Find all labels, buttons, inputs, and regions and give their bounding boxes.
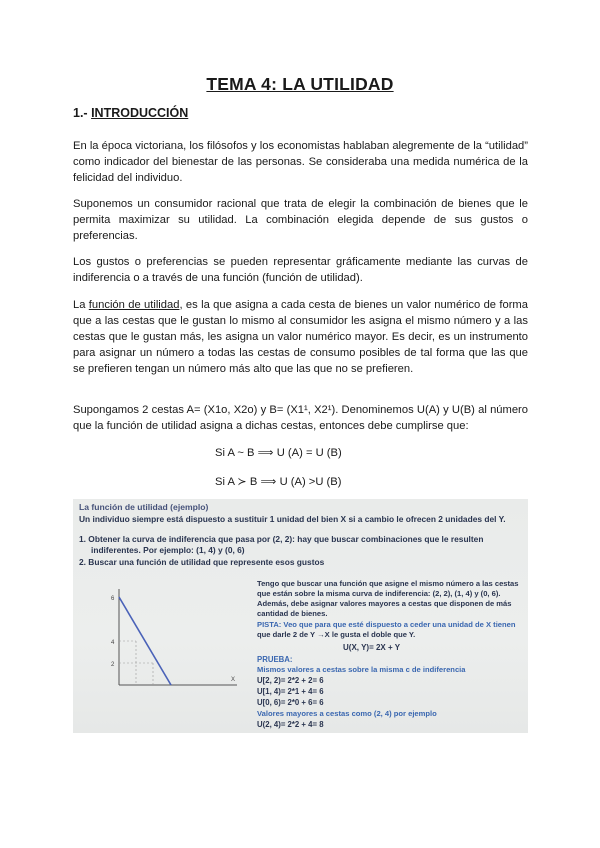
photo-heading: La función de utilidad (ejemplo) bbox=[79, 502, 209, 512]
x-axis-label: X bbox=[231, 677, 236, 683]
y-tick-6: 6 bbox=[111, 596, 115, 602]
indifference-curve bbox=[119, 597, 171, 685]
photo-right-line-1: Tengo que buscar una función que asigne el mismo número a las cestas bbox=[257, 579, 519, 588]
photo-same-values: Mismos valores a cestas sobre la misma c de indiferencia bbox=[257, 665, 466, 674]
p4-pre: La bbox=[73, 299, 89, 311]
photo-utility-function: U(X, Y)= 2X + Y bbox=[343, 643, 401, 652]
photo-right-line-2: que están sobre la misma curva de indiferencia: (2, 2), (1, 4) y (0, 6). bbox=[257, 589, 501, 598]
formula-indifference: Si A ~ B ⟹ U (A) = U (B) bbox=[215, 447, 342, 459]
photo-intro: Un individuo siempre está dispuesto a sustituir 1 unidad del bien X si a cambio le ofrecen 2 unidades del Y. bbox=[79, 514, 506, 524]
paragraph-utility-function bbox=[73, 297, 528, 377]
photo-proof-label: PRUEBA: bbox=[257, 655, 293, 664]
page-title: TEMA 4: LA UTILIDAD bbox=[206, 74, 394, 94]
photo-u-0-6: U[0, 6)= 2*0 + 6= 6 bbox=[257, 698, 324, 707]
y-tick-2: 2 bbox=[111, 662, 115, 668]
example-photo bbox=[73, 499, 528, 733]
paragraph-baskets: Supongamos 2 cestas A= (X1o, X2o) y B= (X1¹, X2¹). Denominemos U(A) y U(B) al número que la función de utilidad asigna a dichas cestas, entonces debe cumplirse que: bbox=[73, 404, 528, 432]
photo-hint-line-1: PISTA: Veo que para que esté dispuesto a ceder una unidad de X tienen bbox=[257, 620, 516, 629]
photo-right-line-3: Además, debe asignar valores mayores a cestas que disponen de más bbox=[257, 599, 512, 608]
formula-preference: Si A ≻ B ⟹ U (A) >U (B) bbox=[215, 476, 342, 488]
photo-u-2-2: U[2, 2)= 2*2 + 2= 6 bbox=[257, 676, 324, 685]
photo-item-2: 2. Buscar una función de utilidad que represente esos gustos bbox=[79, 557, 325, 567]
indifference-curve-chart bbox=[101, 583, 241, 698]
paragraph-victorian: En la época victoriana, los filósofos y los economistas hablaban alegremente de la “utilidad” como indicador del bienestar de las personas. Se consideraba una medida numérica de la felicidad del individuo. bbox=[73, 140, 528, 184]
photo-right-line-4: cantidad de bienes. bbox=[257, 609, 328, 618]
photo-u-1-4: U[1, 4)= 2*1 + 4= 6 bbox=[257, 687, 324, 696]
photo-item-1: 1. Obtener la curva de indiferencia que pasa por (2, 2): hay que buscar combinaciones que le resulten bbox=[79, 534, 484, 544]
utility-function-term: función de utilidad bbox=[88, 299, 180, 311]
photo-greater-values: Valores mayores a cestas como (2, 4) por ejemplo bbox=[257, 709, 437, 718]
photo-hint-line-2: que darle 2 de Y →X le gusta el doble que Y. bbox=[257, 630, 416, 639]
paragraph-rational-consumer: Suponemos un consumidor racional que trata de elegir la combinación de bienes que le permita maximizar su utilidad. La combinación elegida depende de sus gustos o preferencias. bbox=[73, 198, 528, 242]
photo-item-1-cont: indiferentes. Por ejemplo: (1, 4) y (0, 6) bbox=[91, 545, 245, 555]
section-heading bbox=[73, 106, 188, 120]
section-number: 1.- bbox=[73, 106, 92, 120]
paragraph-preferences: Los gustos o preferencias se pueden representar gráficamente mediante las curvas de indiferencia o a través de una función (función de utilidad). bbox=[73, 256, 528, 284]
p4-post: , es la que asigna a cada cesta de bienes un valor numérico de forma que a las cestas que le gustan lo mismo al consumidor les asigna el mismo número y a las cestas que le gustan más, les asigna un valor numérico mayor. Es decir, es un instrumento para asignar un número a todas las cestas de consumo posibles de tal forma que las que se prefieren tengan un número más alto que las que no se prefieren. bbox=[73, 299, 528, 375]
section-title: INTRODUCCIÓN bbox=[91, 106, 189, 120]
y-tick-4: 4 bbox=[111, 640, 115, 646]
photo-u-2-4: U(2, 4)= 2*2 + 4= 8 bbox=[257, 720, 324, 729]
